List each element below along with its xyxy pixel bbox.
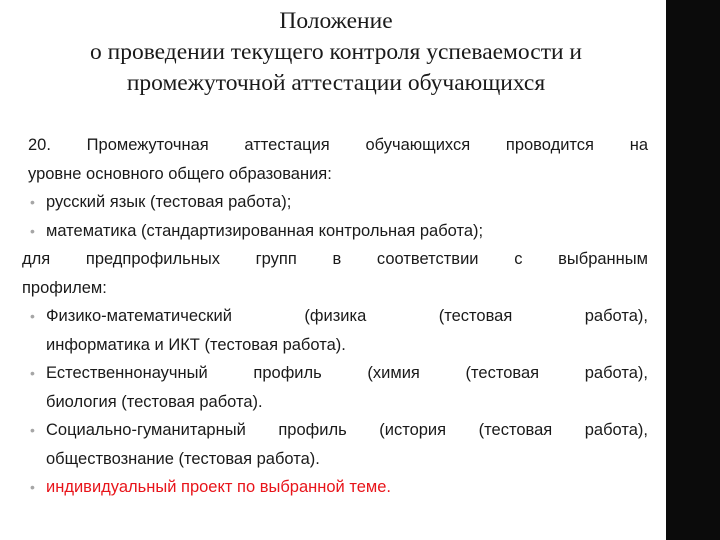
side-bar <box>666 0 720 540</box>
bullet-icon: • <box>30 222 35 239</box>
list-item-text-line-1: Физико-математический (физика (тестовая работа), <box>46 307 648 325</box>
title-line-2: о проведении текущего контроля успеваемости и <box>90 39 582 65</box>
list-item-russian <box>22 188 648 217</box>
paragraph-profile-line-2: профилем: <box>22 278 107 297</box>
paragraph-intro-line-2: уровне основного общего образования: <box>28 164 332 183</box>
list-item-text-line-2: биология (тестовая работа). <box>46 392 263 411</box>
paragraph-intro-line-1: 20. Промежуточная аттестация обучающихся проводится на <box>28 136 648 154</box>
list-item-text-line-1: Естественнонаучный профиль (химия (тестовая работа), <box>46 364 648 382</box>
list-item-physics-math <box>22 302 648 359</box>
bullet-icon: • <box>30 194 35 210</box>
slide-title <box>20 6 652 99</box>
bullet-icon: • <box>30 365 35 381</box>
bullet-icon: • <box>30 308 35 324</box>
list-item-text-highlighted: индивидуальный проект по выбранной теме. <box>46 478 392 496</box>
list-item-text: русский язык (тестовая работа); <box>46 193 292 211</box>
list-item-individual-project <box>22 473 648 502</box>
list-item-natural-science <box>22 359 648 416</box>
bullet-icon: • <box>30 422 35 438</box>
title-line-1: Положение <box>279 8 393 34</box>
bullet-icon: • <box>30 479 35 495</box>
list-item-math <box>22 217 648 246</box>
list-item-social-humanities <box>22 416 648 473</box>
paragraph-profile-line-1: для предпрофильных групп в соответствии с выбранным <box>22 250 648 268</box>
list-item-text-line-2: информатика и ИКТ (тестовая работа). <box>46 335 346 354</box>
list-item-text: математика (стандартизированная контрольная работа); <box>46 221 484 240</box>
list-item-text-line-2: обществознание (тестовая работа). <box>46 449 320 468</box>
list-item-text-line-1: Социально-гуманитарный профиль (история (тестовая работа), <box>46 421 648 439</box>
slide-body <box>22 131 648 502</box>
title-line-3: промежуточной аттестации обучающихся <box>126 70 546 96</box>
